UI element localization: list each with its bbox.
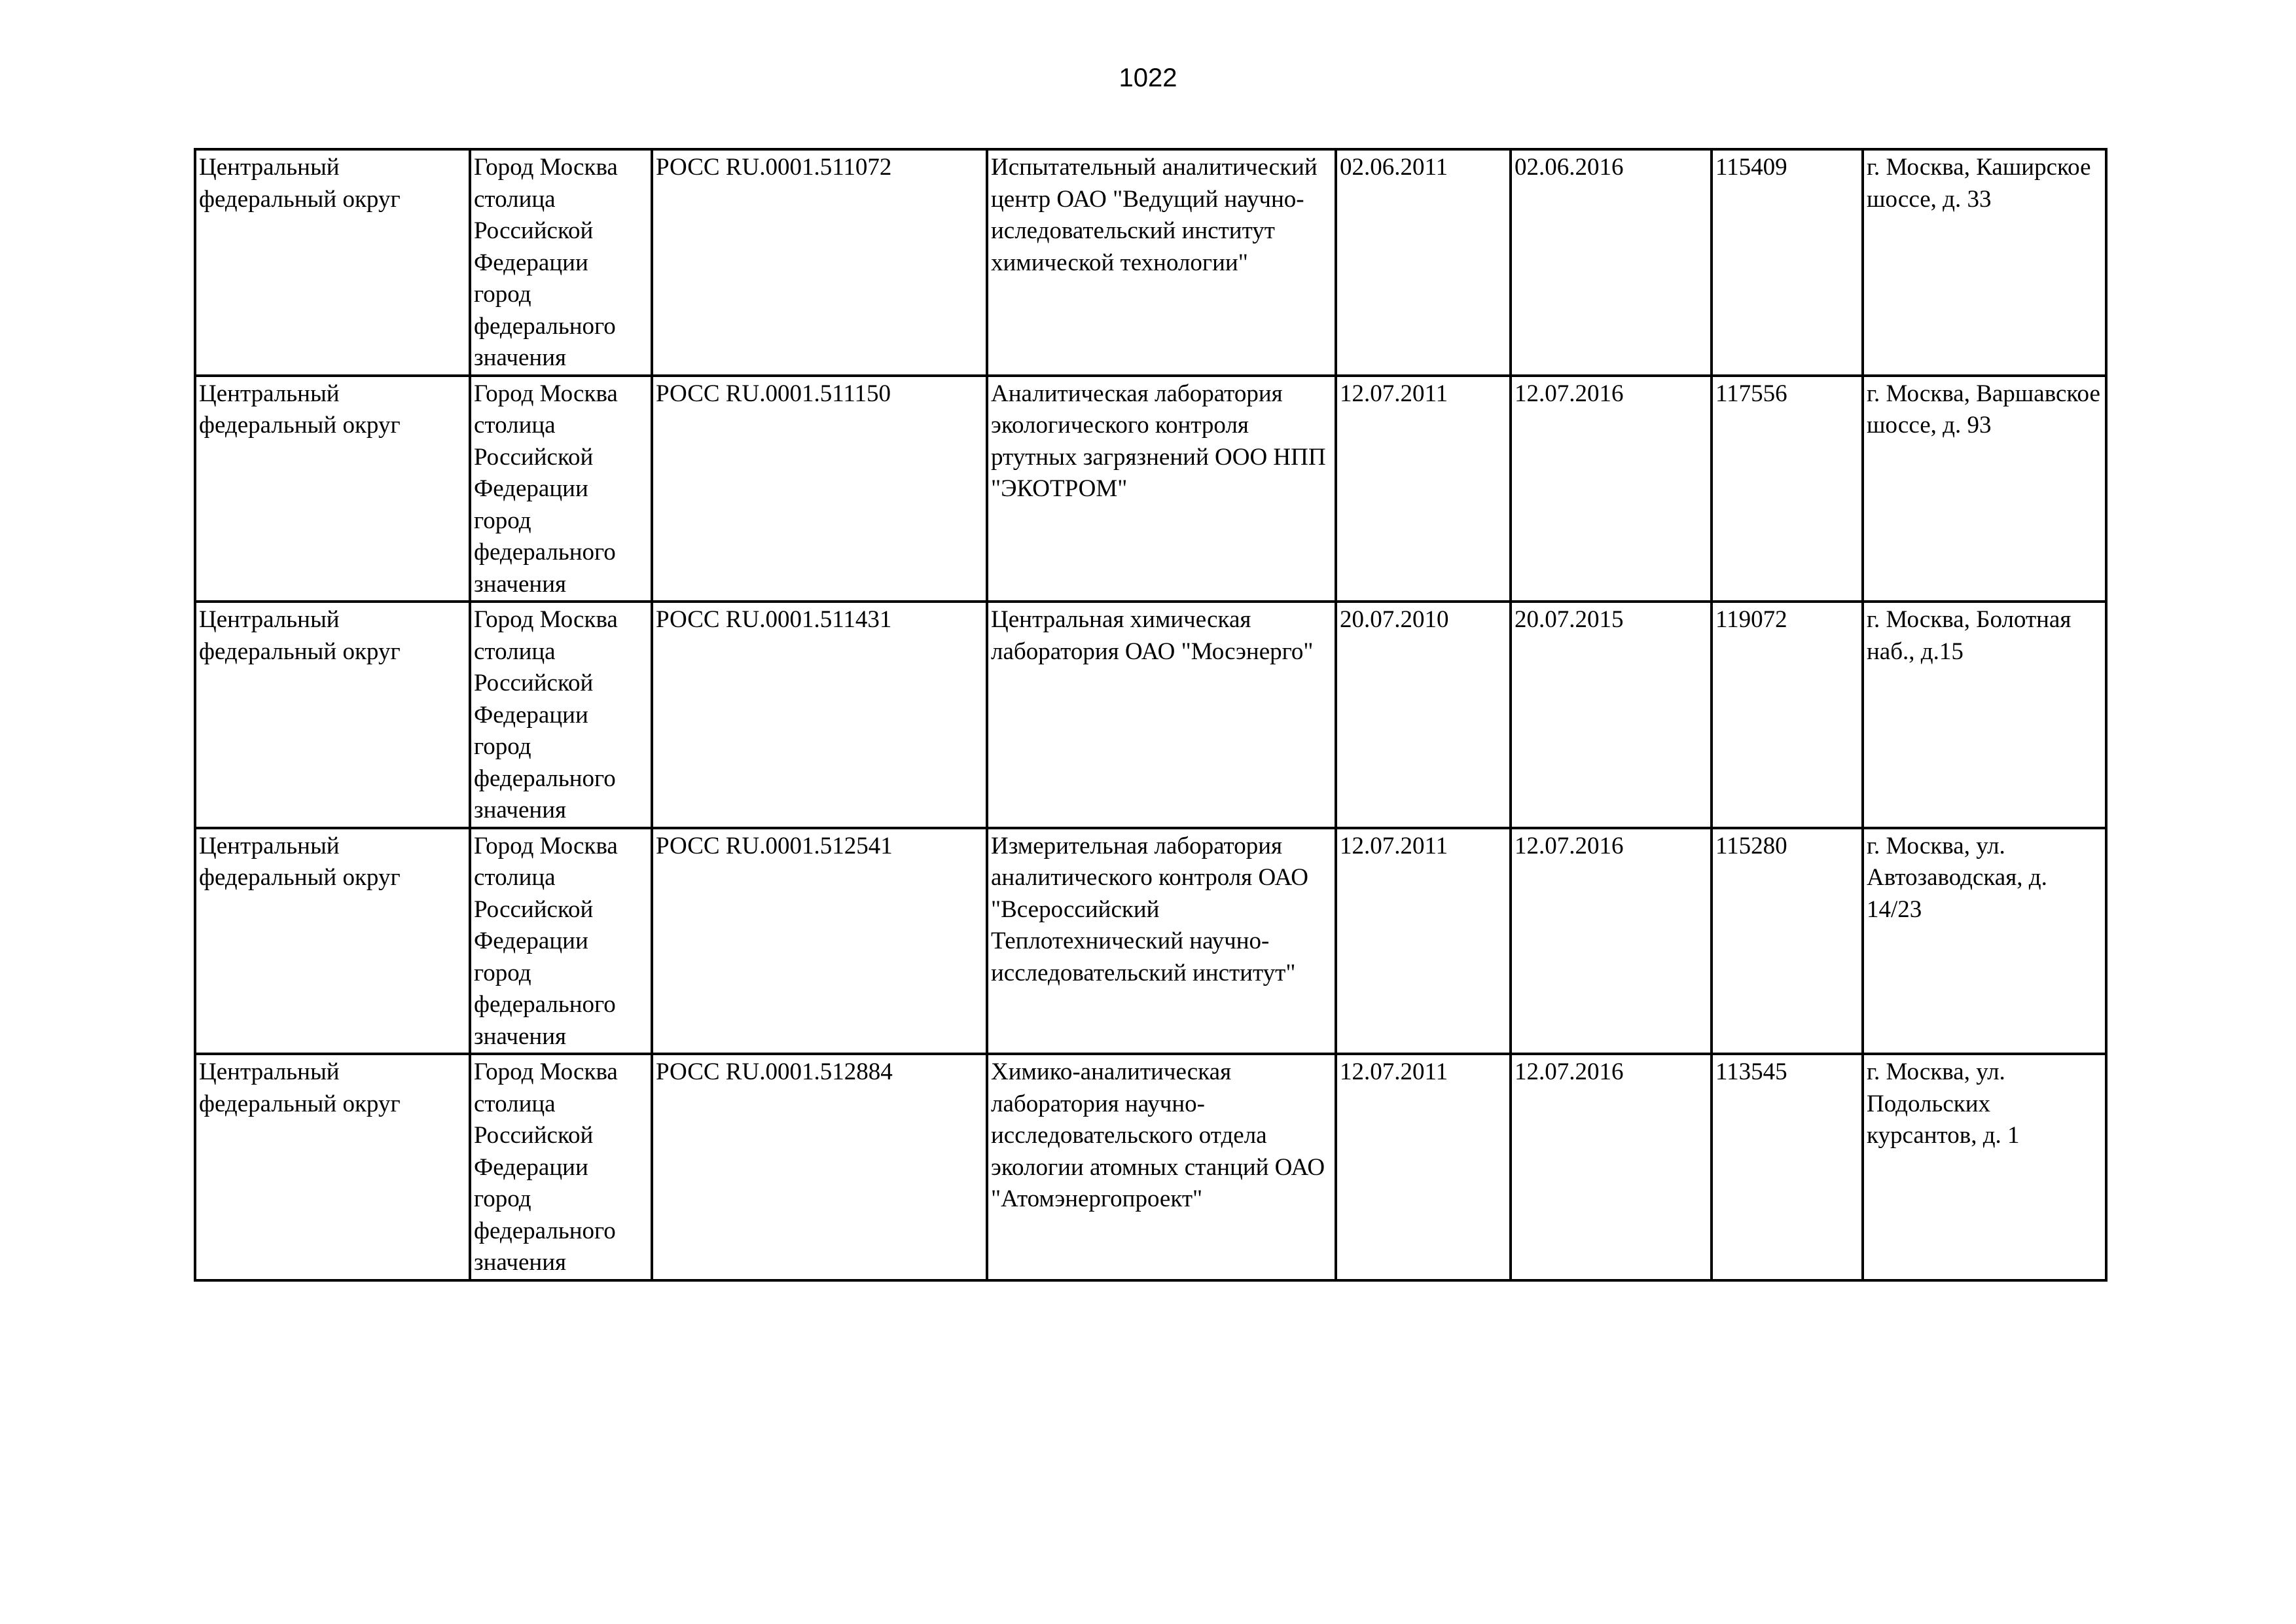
cell-certificate: РОСС RU.0001.512541 xyxy=(652,828,987,1055)
page-number: 1022 xyxy=(1119,63,1177,92)
cell-zip: 115409 xyxy=(1712,149,1863,376)
cell-certificate: РОСС RU.0001.512884 xyxy=(652,1054,987,1280)
cell-date-start: 20.07.2010 xyxy=(1336,602,1511,828)
cell-organization: Измерительная лаборатория аналитического контроля ОАО "Всероссийский Теплотехнический научно-исследовательский институт" xyxy=(987,828,1336,1055)
cell-date-start: 12.07.2011 xyxy=(1336,376,1511,602)
cell-district: Центральный федеральный округ xyxy=(195,1054,470,1280)
cell-zip: 115280 xyxy=(1712,828,1863,1055)
table-row xyxy=(195,828,2106,1055)
cell-organization: Химико-аналитическая лаборатория научно-исследовательского отдела экологии атомных станций ОАО "Атомэнергопроект" xyxy=(987,1054,1336,1280)
cell-date-start: 02.06.2011 xyxy=(1336,149,1511,376)
cell-date-end: 02.06.2016 xyxy=(1511,149,1712,376)
cell-address: г. Москва, ул. Автозаводская, д. 14/23 xyxy=(1863,828,2106,1055)
cell-zip: 113545 xyxy=(1712,1054,1863,1280)
table-row xyxy=(195,376,2106,602)
cell-date-end: 20.07.2015 xyxy=(1511,602,1712,828)
cell-district: Центральный федеральный округ xyxy=(195,602,470,828)
cell-district: Центральный федеральный округ xyxy=(195,828,470,1055)
cell-region: Город Москва столица Российской Федерации город федерального значения xyxy=(470,376,652,602)
cell-certificate: РОСС RU.0001.511072 xyxy=(652,149,987,376)
cell-date-end: 12.07.2016 xyxy=(1511,828,1712,1055)
cell-region: Город Москва столица Российской Федерации город федерального значения xyxy=(470,602,652,828)
cell-region: Город Москва столица Российской Федерации город федерального значения xyxy=(470,828,652,1055)
cell-zip: 117556 xyxy=(1712,376,1863,602)
cell-date-end: 12.07.2016 xyxy=(1511,1054,1712,1280)
laboratory-registry-table xyxy=(194,148,2108,1282)
cell-organization: Центральная химическая лаборатория ОАО "Мосэнерго" xyxy=(987,602,1336,828)
table-row xyxy=(195,1054,2106,1280)
cell-date-start: 12.07.2011 xyxy=(1336,828,1511,1055)
cell-certificate: РОСС RU.0001.511431 xyxy=(652,602,987,828)
cell-certificate: РОСС RU.0001.511150 xyxy=(652,376,987,602)
cell-district: Центральный федеральный округ xyxy=(195,149,470,376)
cell-address: г. Москва, ул. Подольских курсантов, д. 1 xyxy=(1863,1054,2106,1280)
cell-date-start: 12.07.2011 xyxy=(1336,1054,1511,1280)
cell-organization: Испытательный аналитический центр ОАО "Ведущий научно-иследовательский институт химической технологии" xyxy=(987,149,1336,376)
cell-address: г. Москва, Болотная наб., д.15 xyxy=(1863,602,2106,828)
table-row xyxy=(195,149,2106,376)
cell-organization: Аналитическая лаборатория экологического контроля ртутных загрязнений ООО НПП "ЭКОТРОМ" xyxy=(987,376,1336,602)
cell-region: Город Москва столица Российской Федерации город федерального значения xyxy=(470,149,652,376)
cell-address: г. Москва, Варшавское шоссе, д. 93 xyxy=(1863,376,2106,602)
cell-address: г. Москва, Каширское шоссе, д. 33 xyxy=(1863,149,2106,376)
table-row xyxy=(195,602,2106,828)
cell-date-end: 12.07.2016 xyxy=(1511,376,1712,602)
cell-zip: 119072 xyxy=(1712,602,1863,828)
cell-region: Город Москва столица Российской Федерации город федерального значения xyxy=(470,1054,652,1280)
cell-district: Центральный федеральный округ xyxy=(195,376,470,602)
